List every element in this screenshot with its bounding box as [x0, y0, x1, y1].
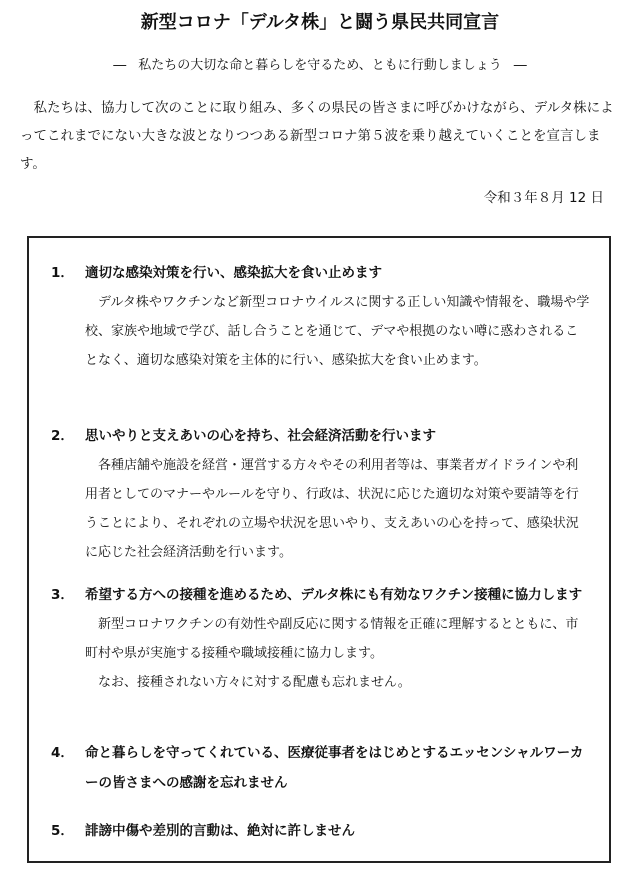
declaration-title-text: 誹謗中傷や差別的言動は、絶対に許しません — [85, 823, 355, 839]
declaration-item-1 — [51, 258, 591, 375]
declaration-item-2 — [51, 421, 591, 567]
declaration-title-text: 思いやりと支えあいの心を持ち、社会経済活動を行います — [85, 428, 436, 444]
subtitle-dash-left: ― — [113, 58, 127, 73]
declaration-title-text: 命と暮らしを守ってくれている、医療従事者をはじめとするエッセンシャルワーカーの皆さまへの感謝を忘れません — [85, 745, 584, 791]
declaration-item-3 — [51, 580, 591, 697]
declaration-item-4 — [51, 738, 591, 798]
declaration-title-text: 希望する方への接種を進めるため、デルタ株にも有効なワクチン接種に協力します — [85, 587, 583, 603]
declaration-item-5 — [51, 816, 591, 846]
declaration-paragraph: 新型コロナワクチンの有効性や副反応に関する情報を正確に理解するとともに、市町村や県が実施する接種や職域接種に協力します。 — [85, 617, 579, 661]
declaration-heading — [51, 258, 591, 288]
declaration-paragraph: 各種店舗や施設を経営・運営する方々やその利用者等は、事業者ガイドラインや利用者としてのマナーやルールを守り、行政は、状況に応じた適切な対策や要請等を行うことにより、それぞれの立場や状況を思いやり、支えあいの心を持って、感染状況に応じた社会経済活動を行います。 — [85, 458, 579, 560]
declaration-number: 3． — [51, 587, 74, 603]
subtitle-dash-right: ― — [513, 58, 527, 73]
declaration-heading — [51, 738, 591, 798]
declaration-subtitle — [0, 56, 640, 76]
declarations-box — [27, 236, 611, 863]
declaration-body — [51, 451, 591, 567]
declaration-title: 新型コロナ「デルタ株」と闘う県民共同宣言 — [140, 12, 500, 33]
declaration-date: 令和３年８月 12 日 — [483, 190, 604, 206]
declaration-number: 1． — [51, 265, 74, 281]
declaration-title-text: 適切な感染対策を行い、感染拡大を食い止めます — [85, 265, 382, 281]
declaration-body — [51, 288, 591, 375]
declaration-number: 4． — [51, 745, 74, 761]
declaration-heading — [51, 816, 591, 846]
declaration-number: 5． — [51, 823, 74, 839]
declaration-body — [51, 610, 591, 697]
subtitle-text: 私たちの大切な命と暮らしを守るため、ともに行動しましょう — [138, 58, 502, 73]
declaration-paragraph: デルタ株やワクチンなど新型コロナウイルスに関する正しい知識や情報を、職場や学校、家族や地域で学び、話し合うことを通じて、デマや根拠のない噂に惑わされることなく、適切な感染対策を主体的に行い、感染拡大を食い止めます。 — [85, 295, 590, 368]
declaration-heading — [51, 421, 591, 451]
declaration-paragraph: なお、接種されない方々に対する配慮も忘れません。 — [98, 675, 411, 690]
declaration-number: 2． — [51, 428, 74, 444]
declaration-heading — [51, 580, 591, 610]
intro-paragraph: 私たちは、協力して次のことに取り組み、多くの県民の皆さまに呼びかけながら、デルタ株によってこれまでにない大きな波となりつつある新型コロナ第５波を乗り越えていくことを宣言します。 — [20, 100, 614, 172]
